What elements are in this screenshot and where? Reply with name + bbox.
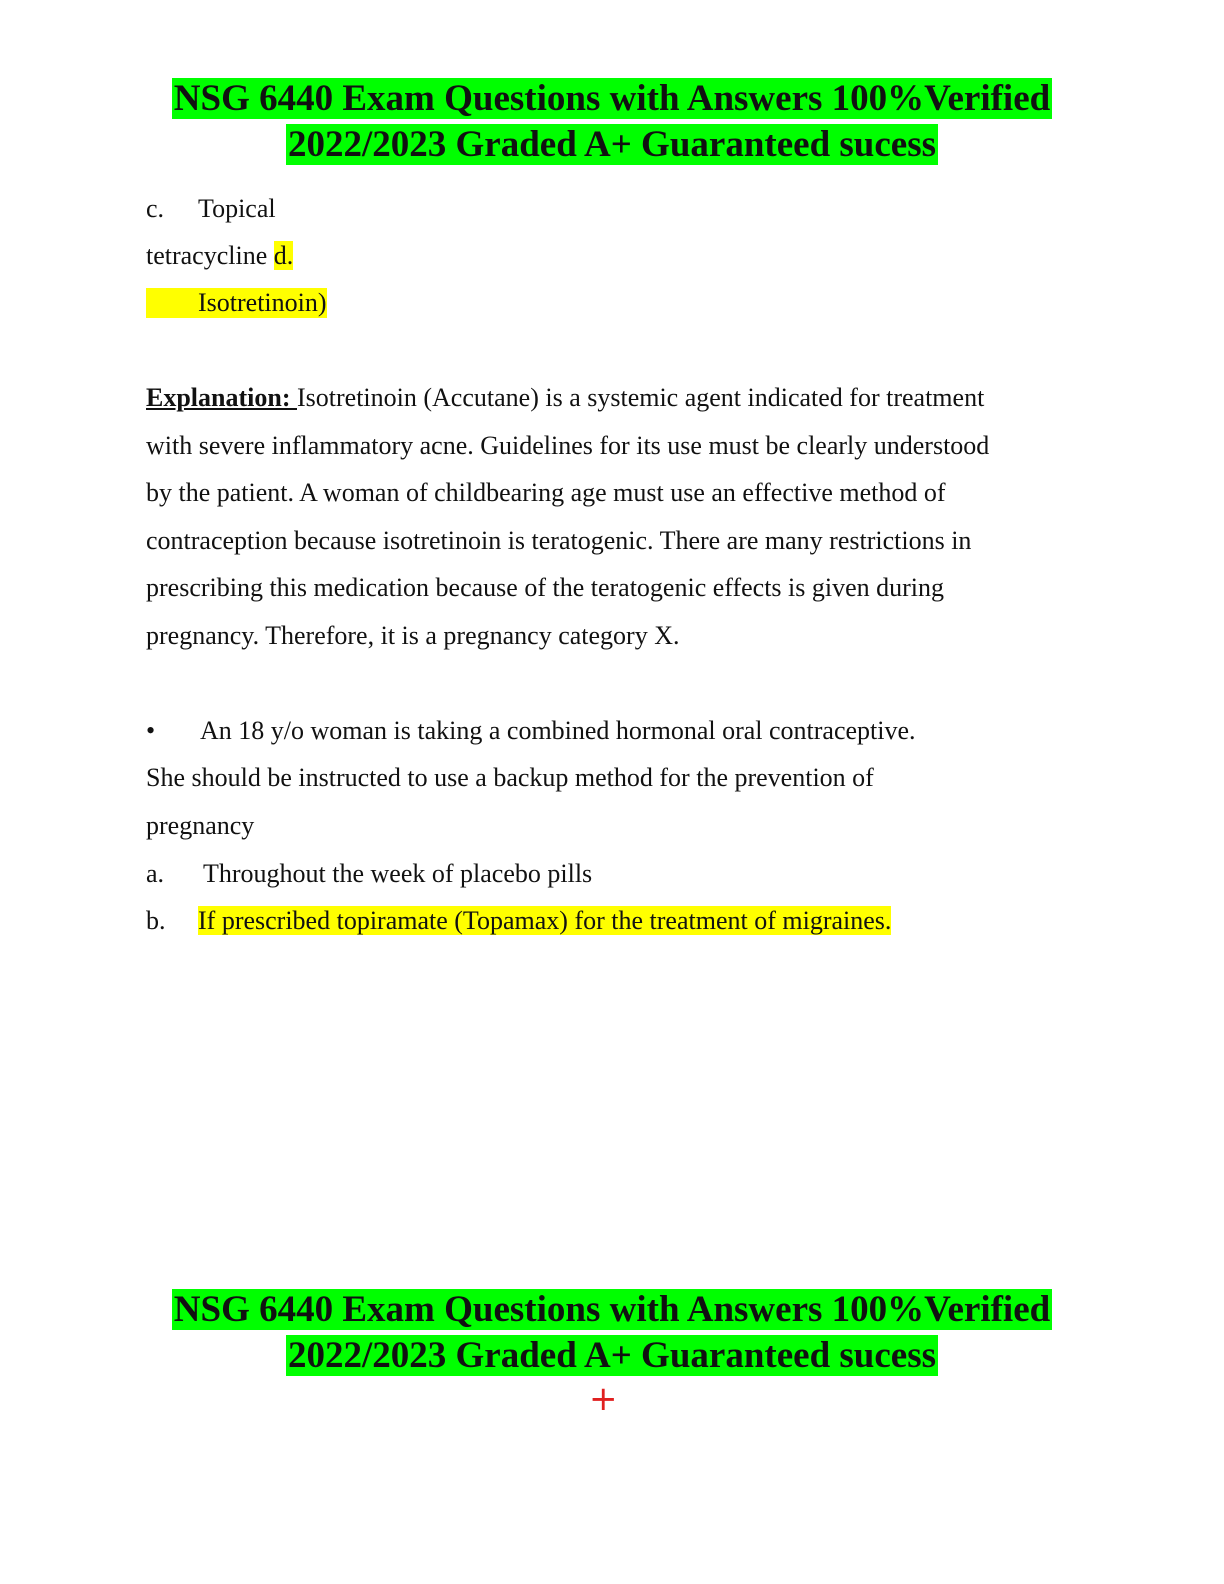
option-a-marker: a. [146,859,165,888]
footer-title-line1: NSG 6440 Exam Questions with Answers 100%Verified [173,1289,1051,1330]
option-c-text: Topical [198,194,276,223]
question-stem-line-1: • An 18 y/o woman is taking a combined hormonal oral contraceptive. [146,716,916,745]
question-stem-line-2: She should be instructed to use a backup method for the prevention of [146,763,874,792]
option-c-continuation [146,241,293,271]
option-c-marker: c. [146,194,165,223]
option-d-answer [146,288,327,318]
header-title-line2: 2022/2023 Graded A+ Guaranteed sucess [287,124,937,165]
option-b [146,906,891,936]
explanation-line-3: by the patient. A woman of childbearing age must use an effective method of [146,478,946,507]
explanation-line-5: prescribing this medication because of the teratogenic effects is given during [146,573,945,602]
explanation-line-6: pregnancy. Therefore, it is a pregnancy category X. [146,621,680,650]
option-b-text: If prescribed topiramate (Topamax) for the treatment of migraines. [198,906,892,935]
explanation-line-4: contraception because isotretinoin is teratogenic. There are many restrictions in [146,526,972,555]
option-a [146,859,592,889]
question-stem-line-3: pregnancy [146,811,255,840]
explanation-label: Explanation: [146,383,297,412]
plus-icon: + [589,1379,618,1419]
page-footer [0,1287,1224,1379]
option-d-text: Isotretinoin) [198,288,327,317]
option-d-marker: d. [273,241,294,270]
option-c [146,194,276,224]
option-a-text: Throughout the week of placebo pills [203,859,593,888]
explanation-line-1: Explanation: Isotretinoin (Accutane) is a systemic agent indicated for treatment [146,383,985,412]
option-b-marker: b. [146,906,166,935]
page-header [0,76,1224,168]
bullet-icon: • [146,716,156,745]
footer-title-line2: 2022/2023 Graded A+ Guaranteed sucess [287,1335,937,1376]
option-c-cont-text: tetracycline [146,241,268,270]
explanation-line-2: with severe inflammatory acne. Guidelines for its use must be clearly understood [146,431,990,460]
header-title-line1: NSG 6440 Exam Questions with Answers 100%Verified [173,78,1051,119]
